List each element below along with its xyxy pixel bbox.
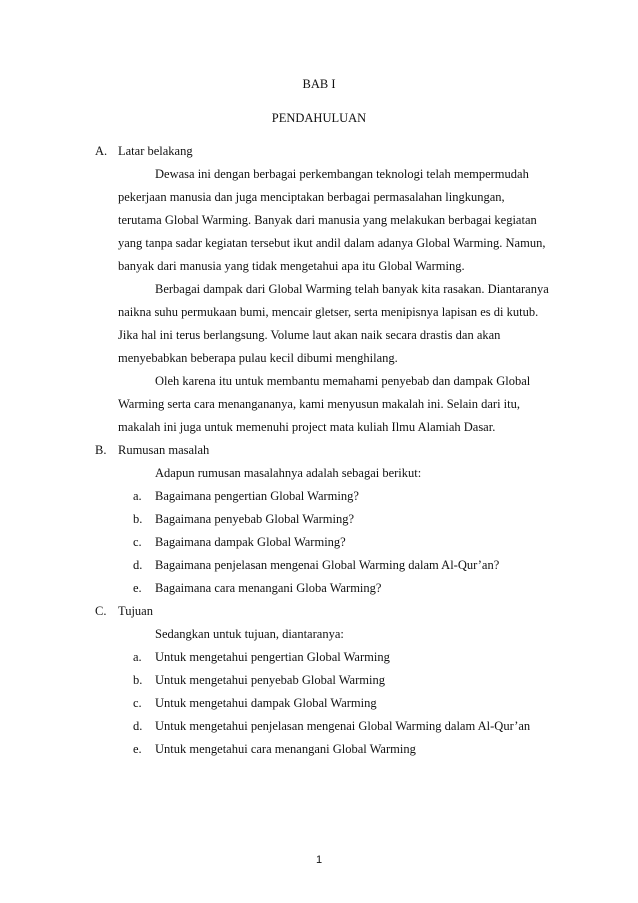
list-item-letter: d. [133, 558, 143, 572]
list-item: Bagaimana penyebab Global Warming? [155, 512, 355, 526]
section-heading: Latar belakang [118, 144, 193, 158]
section-heading: Tujuan [118, 604, 153, 618]
paragraph-line: menyebabkan beberapa pulau kecil dibumi menghilang. [118, 351, 398, 365]
paragraph-line: Adapun rumusan masalahnya adalah sebagai berikut: [155, 466, 422, 480]
list-item-letter: a. [133, 489, 142, 503]
paragraph-line: naikna suhu permukaan bumi, mencair gletser, serta menipisnya lapisan es di kutub. [118, 305, 539, 319]
list-item: Untuk mengetahui dampak Global Warming [155, 696, 377, 710]
chapter-title: BAB I [302, 77, 336, 91]
list-item-letter: c. [133, 696, 142, 710]
list-item: Untuk mengetahui penjelasan mengenai Global Warming dalam Al-Qur’an [155, 719, 531, 733]
list-item-letter: b. [133, 673, 143, 687]
paragraph-line: Warming serta cara menangananya, kami menyusun makalah ini. Selain dari itu, [118, 397, 520, 411]
list-item: Untuk mengetahui pengertian Global Warming [155, 650, 390, 664]
list-item-letter: b. [133, 512, 143, 526]
paragraph-line: makalah ini juga untuk memenuhi project mata kuliah Ilmu Alamiah Dasar. [118, 420, 496, 434]
paragraph-line: Dewasa ini dengan berbagai perkembangan teknologi telah mempermudah [155, 167, 529, 181]
section-letter: B. [95, 443, 107, 457]
list-item: Bagaimana cara menangani Globa Warming? [155, 581, 382, 595]
paragraph-line: terutama Global Warming. Banyak dari manusia yang melakukan berbagai kegiatan [118, 213, 537, 227]
list-item-letter: a. [133, 650, 142, 664]
page-number: 1 [315, 854, 323, 866]
list-item: Bagaimana pengertian Global Warming? [155, 489, 359, 503]
list-item-letter: c. [133, 535, 142, 549]
paragraph-line: pekerjaan manusia dan juga menciptakan berbagai permasalahan lingkungan, [118, 190, 505, 204]
list-item: Untuk mengetahui penyebab Global Warming [155, 673, 385, 687]
paragraph-line: Jika hal ini terus berlangsung. Volume laut akan naik secara drastis dan akan [118, 328, 501, 342]
paragraph-line: Oleh karena itu untuk membantu memahami penyebab dan dampak Global [155, 374, 531, 388]
chapter-subtitle: PENDAHULUAN [271, 111, 367, 125]
list-item: Bagaimana dampak Global Warming? [155, 535, 346, 549]
list-item-letter: e. [133, 581, 142, 595]
list-item: Bagaimana penjelasan mengenai Global Warming dalam Al-Qur’an? [155, 558, 500, 572]
list-item-letter: d. [133, 719, 143, 733]
list-item-letter: e. [133, 742, 142, 756]
section-letter: C. [95, 604, 107, 618]
section-heading: Rumusan masalah [118, 443, 210, 457]
paragraph-line: Berbagai dampak dari Global Warming telah banyak kita rasakan. Diantaranya [155, 282, 549, 296]
paragraph-line: banyak dari manusia yang tidak mengetahui apa itu Global Warming. [118, 259, 465, 273]
section-letter: A. [95, 144, 108, 158]
paragraph-line: Sedangkan untuk tujuan, diantaranya: [155, 627, 344, 641]
list-item: Untuk mengetahui cara menangani Global Warming [155, 742, 416, 756]
paragraph-line: yang tanpa sadar kegiatan tersebut ikut andil dalam adanya Global Warming. Namun, [118, 236, 546, 250]
